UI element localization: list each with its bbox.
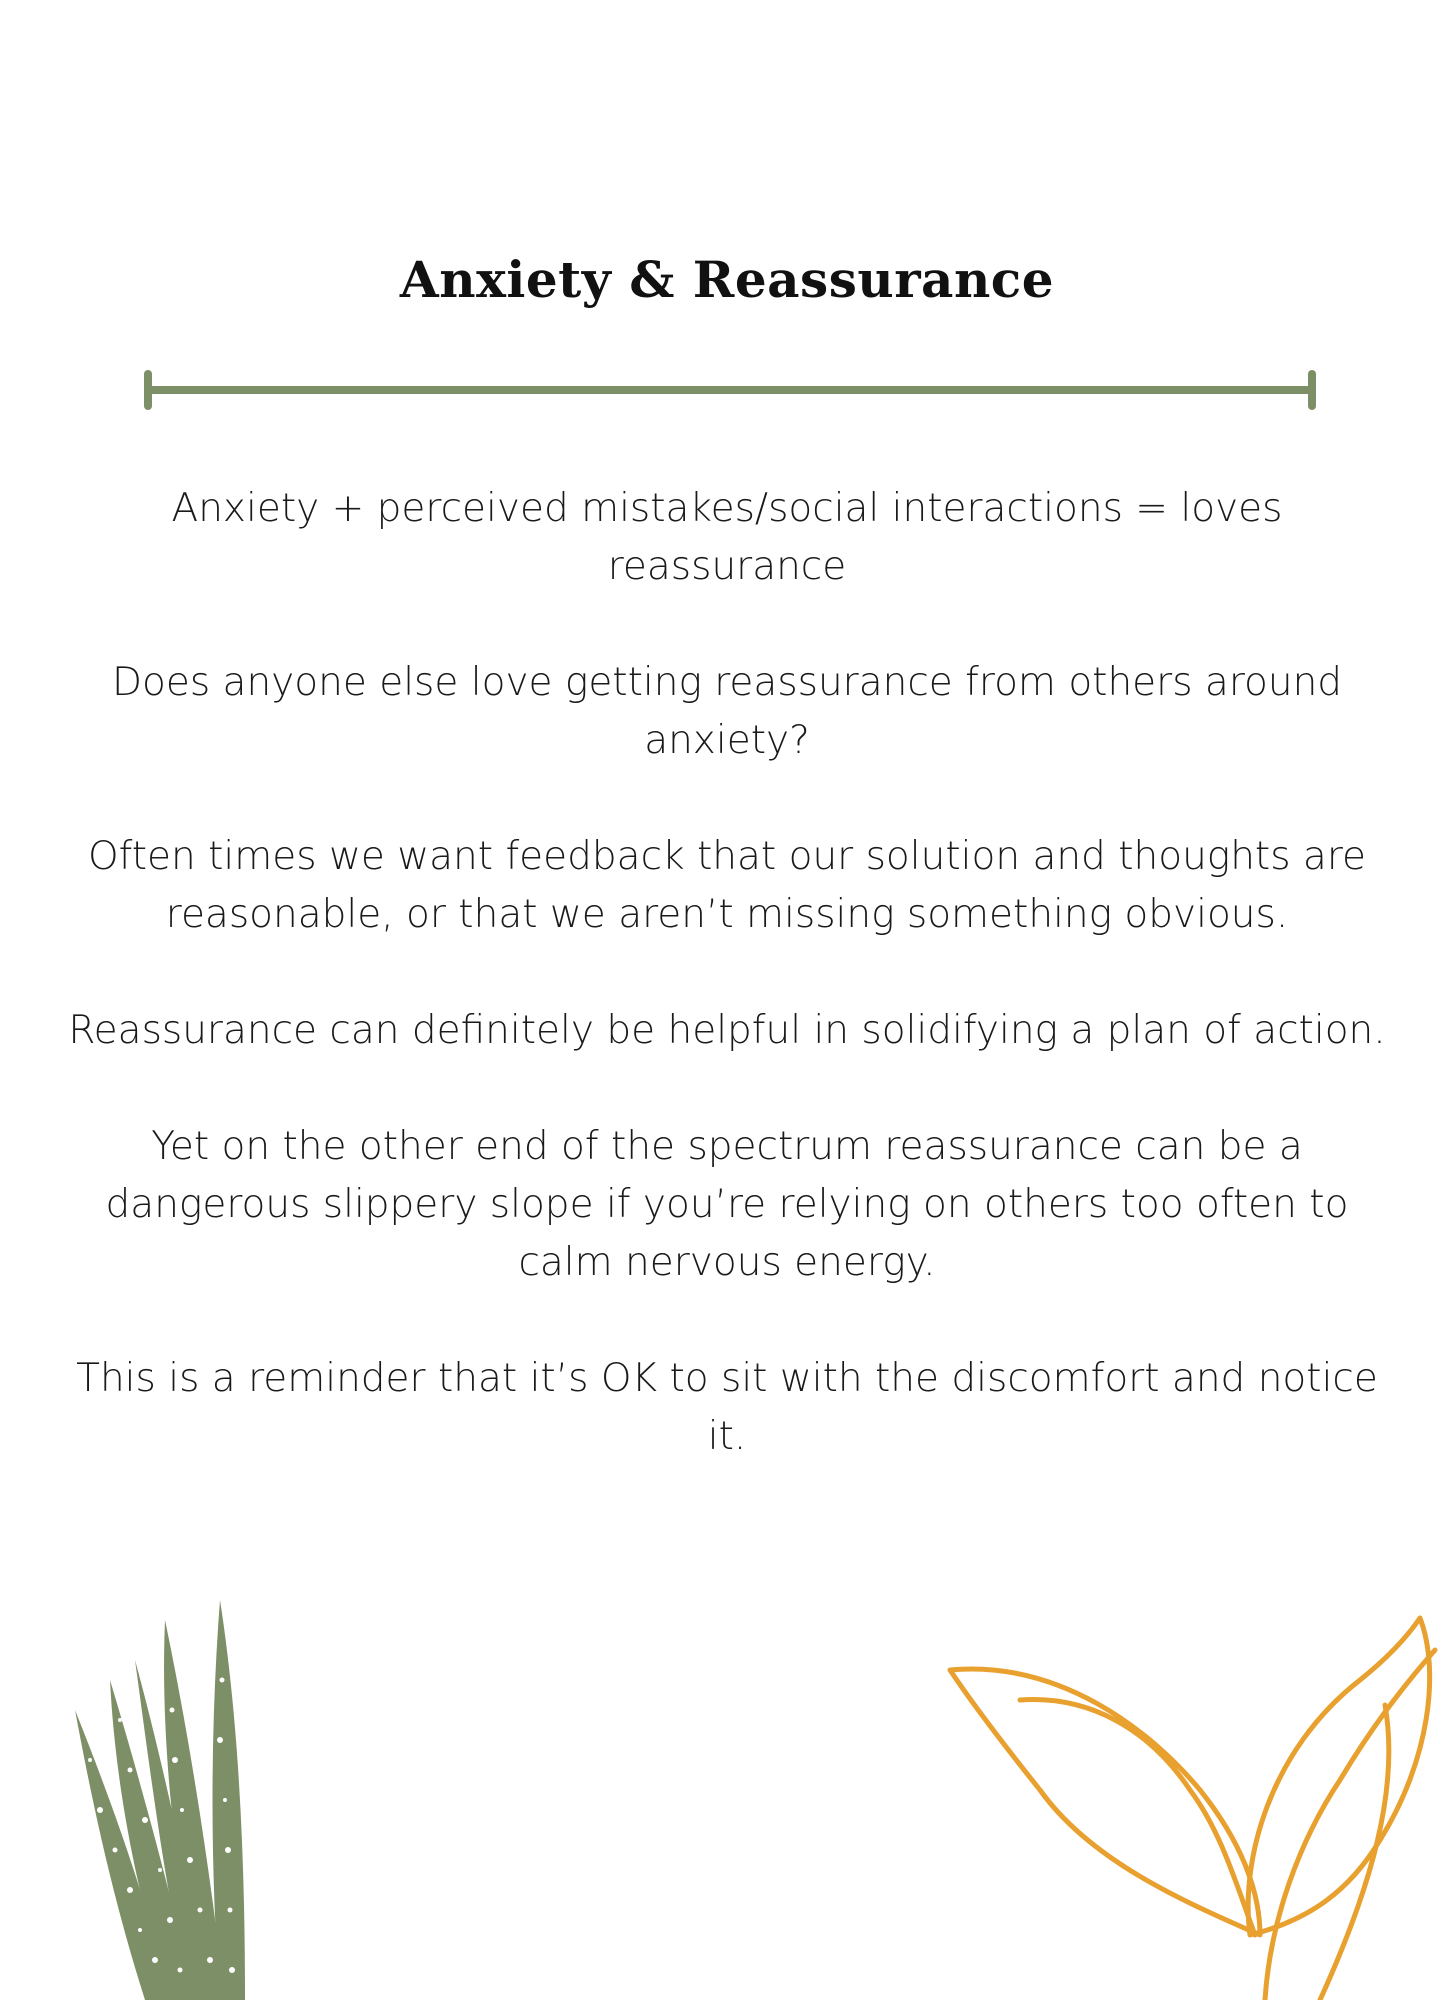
- snake-plant-icon: [60, 1590, 260, 2000]
- paragraph-6: This is a reminder that it’s OK to sit with the discomfort and notice it.: [76, 1356, 1378, 1459]
- page-title: Anxiety & Reassurance: [399, 250, 1055, 309]
- body-text: [60, 480, 1394, 1524]
- paragraph-2: Does anyone else love getting reassurance from others around anxiety?: [111, 660, 1343, 763]
- paragraph-5: Yet on the other end of the spectrum reassurance can be a dangerous slippery slope if you’re relying on others too often to calm nervous energy.: [105, 1124, 1349, 1285]
- leaf-outline-icon: [940, 1590, 1454, 2000]
- paragraph-1: Anxiety + perceived mistakes/social interactions = loves reassurance: [171, 486, 1283, 589]
- title-divider: [140, 370, 1320, 410]
- paragraph-4: Reassurance can definitely be helpful in solidifying a plan of action.: [68, 1008, 1386, 1053]
- paragraph-3: Often times we want feedback that our solution and thoughts are reasonable, or that we aren’t missing something obvious.: [87, 834, 1366, 937]
